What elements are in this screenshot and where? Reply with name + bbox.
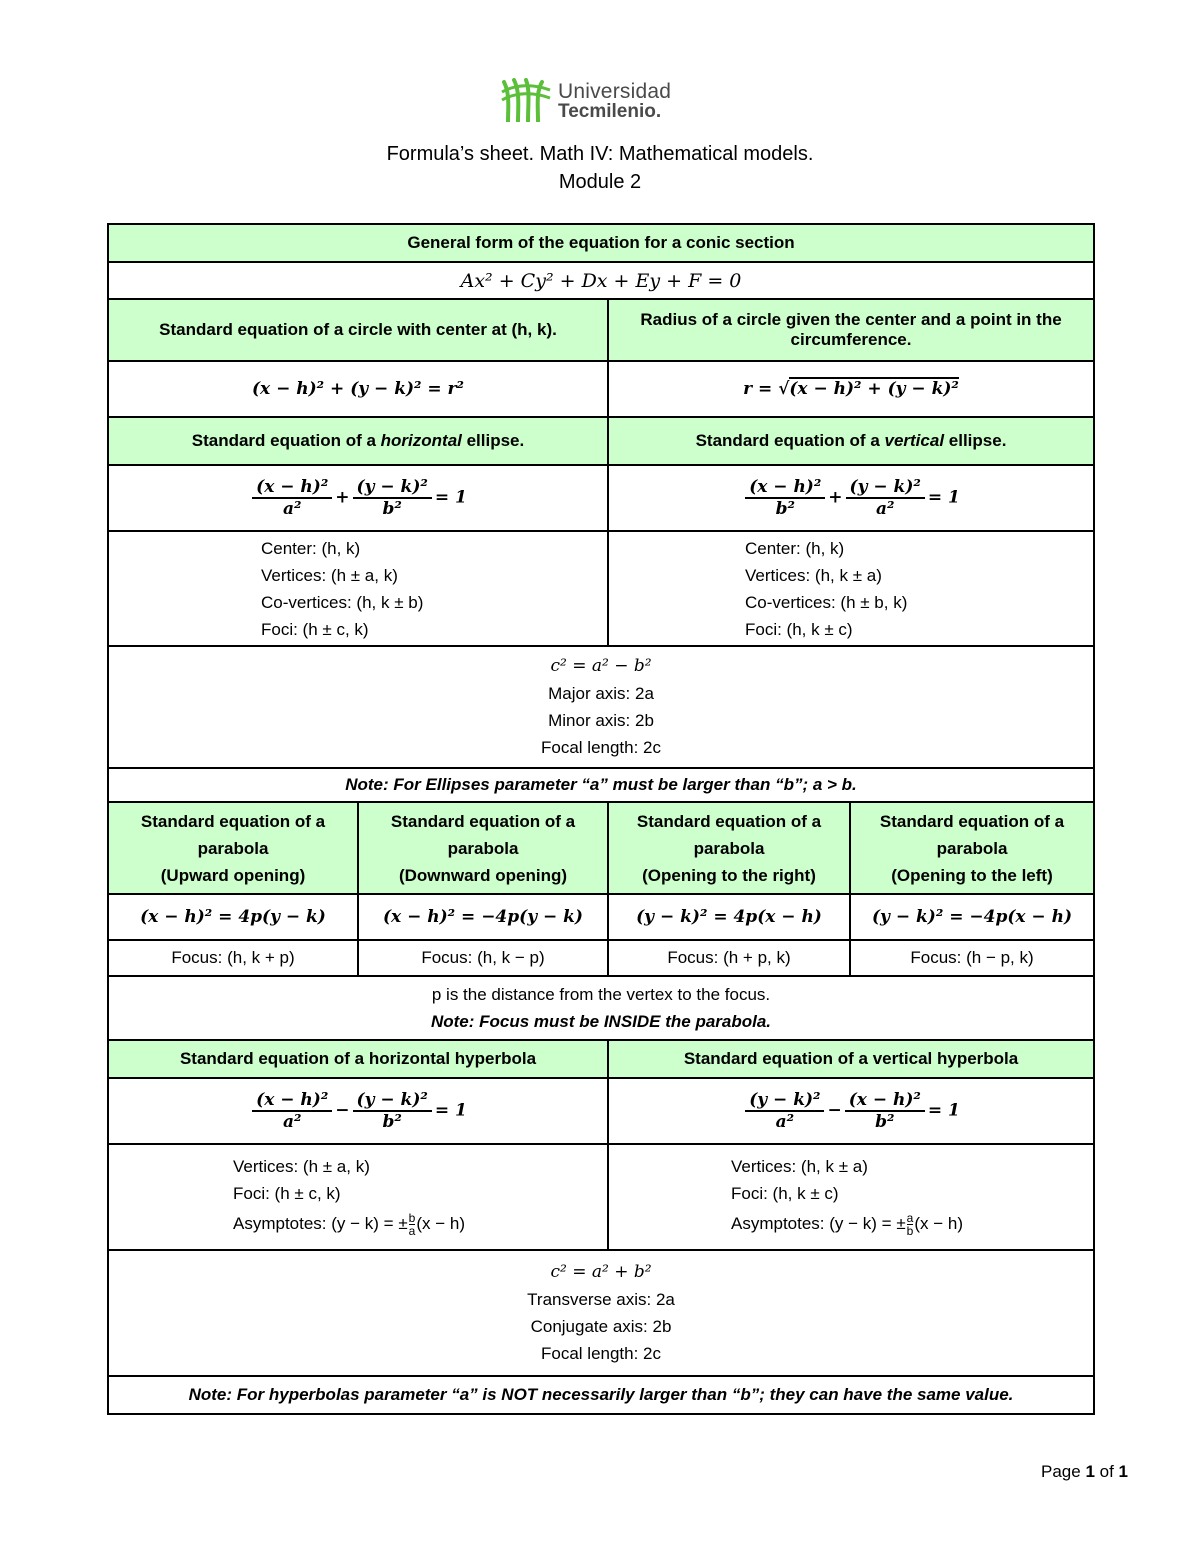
sqrt-symbol: √ [778, 379, 790, 399]
list-item: Center: (h, k) [261, 538, 361, 558]
horizontal-hyperbola-header: Standard equation of a horizontal hyperbola [108, 1040, 608, 1078]
parabola-header-right: Standard equation of a parabola (Opening to the right) [608, 802, 850, 894]
list-item: Vertices: (h ± a, k) [233, 1157, 370, 1176]
horizontal-ellipse-properties [108, 531, 608, 646]
radius-prefix: r = [743, 379, 779, 399]
logo-line2: Tecmilenio. [558, 101, 662, 122]
list-item: Asymptotes: (y − k) = ± $\frac{b}{a}$ (x − h) [233, 1211, 466, 1239]
vertical-ellipse-properties [608, 531, 1094, 646]
parabola-focus-up: Focus: (h, k + p) [108, 940, 358, 976]
circle-header: Standard equation of a circle with center at (h, k). [108, 299, 608, 361]
conjugate-axis: Conjugate axis: 2b [530, 1317, 672, 1336]
parabola-focus-down: Focus: (h, k − p) [358, 940, 608, 976]
horizontal-ellipse-equation: $\frac{\text{(x − h)²}}{\text{a²}}$ + $\frac{\text{(y − k)²}}{\text{b²}}$ = 1 [108, 465, 608, 531]
vertical-hyperbola-equation: $\frac{\text{(y − k)²}}{\text{a²}}$ − $\frac{\text{(x − h)²}}{\text{b²}}$ = 1 [608, 1078, 1094, 1144]
parabola-equation-left: (y − k)² = −4p(x − h) [850, 894, 1094, 940]
parabola-focus-right: Focus: (h + p, k) [608, 940, 850, 976]
hyperbola-c-relation: c² = a² + b² [550, 1262, 652, 1282]
formula-table [107, 223, 1095, 1415]
list-item: Foci: (h ± c, k) [261, 619, 369, 639]
fraction: $\frac{\text{(x − h)²}}{\text{b²}}$ [745, 477, 825, 519]
list-item: Co-vertices: (h, k ± b) [261, 592, 424, 612]
list-item: Co-vertices: (h ± b, k) [745, 592, 908, 612]
parabola-note: Note: Focus must be INSIDE the parabola. [430, 1012, 772, 1031]
horizontal-hyperbola-properties [108, 1144, 608, 1250]
university-logo [500, 76, 700, 126]
major-axis: Major axis: 2a [548, 684, 654, 703]
fraction: $\frac{\text{(x − h)²}}{\text{a²}}$ [252, 1090, 332, 1132]
horizontal-ellipse-header: Standard equation of a horizontal ellipse. [108, 417, 608, 465]
transverse-axis: Transverse axis: 2a [527, 1290, 675, 1309]
list-item: Vertices: (h ± a, k) [261, 565, 398, 585]
ellipse-relations [108, 646, 1094, 768]
document-subtitle: Module 2 [558, 171, 642, 193]
fraction: $\frac{b}{a}$ [408, 1211, 416, 1239]
focal-length: Focal length: 2c [541, 738, 662, 757]
page-number: Page 1 of 1 [1041, 1462, 1128, 1481]
fraction: $\frac{\text{(y − k)²}}{\text{b²}}$ [353, 1090, 432, 1132]
parabola-header-left: Standard equation of a parabola (Opening to the left) [850, 802, 1094, 894]
radius-header: Radius of a circle given the center and a point in the circumference. [608, 299, 1094, 361]
hyperbola-relations [108, 1250, 1094, 1376]
parabola-notes [108, 976, 1094, 1040]
circle-equation: (x − h)² + (y − k)² = r² [108, 361, 608, 417]
list-item: Center: (h, k) [745, 538, 845, 558]
general-form-header: General form of the equation for a conic section [108, 224, 1094, 262]
vertical-ellipse-equation: $\frac{\text{(x − h)²}}{\text{b²}}$ + $\frac{\text{(y − k)²}}{\text{a²}}$ = 1 [608, 465, 1094, 531]
parabola-equation-right: (y − k)² = 4p(x − h) [608, 894, 850, 940]
list-item: Foci: (h, k ± c) [731, 1184, 839, 1203]
list-item: Foci: (h ± c, k) [233, 1184, 341, 1203]
document-title: Formula’s sheet. Math IV: Mathematical models. [386, 143, 814, 165]
hyperbola-note: Note: For hyperbolas parameter “a” is NOT necessarily larger than “b”; they can have the same value. [108, 1376, 1094, 1414]
list-item: Vertices: (h, k ± a) [731, 1157, 868, 1176]
fraction: $\frac{\text{(y − k)²}}{\text{a²}}$ [846, 477, 925, 519]
ellipse-note: Note: For Ellipses parameter “a” must be larger than “b”; a > b. [108, 768, 1094, 802]
list-item: Asymptotes: (y − k) = ± $\frac{a}{b}$ (x − h) [731, 1211, 964, 1239]
parabola-equation-up: (x − h)² = 4p(y − k) [108, 894, 358, 940]
logo-icon [500, 78, 552, 122]
radius-radicand: (x − h)² + (y − k)² [789, 379, 959, 399]
parabola-header-down: Standard equation of a parabola (Downward opening) [358, 802, 608, 894]
p-definition: p is the distance from the vertex to the focus. [431, 985, 771, 1004]
parabola-equation-down: (x − h)² = −4p(y − k) [358, 894, 608, 940]
general-form-equation: Ax² + Cy² + Dx + Ey + F = 0 [108, 262, 1094, 299]
horizontal-hyperbola-equation: $\frac{\text{(x − h)²}}{\text{a²}}$ − $\frac{\text{(y − k)²}}{\text{b²}}$ = 1 [108, 1078, 608, 1144]
vertical-ellipse-header: Standard equation of a vertical ellipse. [608, 417, 1094, 465]
list-item: Foci: (h, k ± c) [745, 619, 853, 639]
ellipse-c-relation: c² = a² − b² [550, 656, 652, 676]
fraction: $\frac{\text{(x − h)²}}{\text{a²}}$ [252, 477, 332, 519]
vertical-hyperbola-header: Standard equation of a vertical hyperbola [608, 1040, 1094, 1078]
radius-equation [608, 361, 1094, 417]
parabola-focus-left: Focus: (h − p, k) [850, 940, 1094, 976]
vertical-hyperbola-properties [608, 1144, 1094, 1250]
fraction: $\frac{a}{b}$ [906, 1211, 914, 1239]
minor-axis: Minor axis: 2b [548, 711, 654, 730]
fraction: $\frac{\text{(y − k)²}}{\text{b²}}$ [353, 477, 432, 519]
hyperbola-focal-length: Focal length: 2c [541, 1344, 662, 1363]
logo-line1: Universidad [558, 80, 672, 103]
fraction: $\frac{\text{(y − k)²}}{\text{a²}}$ [745, 1090, 824, 1132]
parabola-header-up: Standard equation of a parabola (Upward opening) [108, 802, 358, 894]
list-item: Vertices: (h, k ± a) [745, 565, 882, 585]
fraction: $\frac{\text{(x − h)²}}{\text{b²}}$ [845, 1090, 925, 1132]
